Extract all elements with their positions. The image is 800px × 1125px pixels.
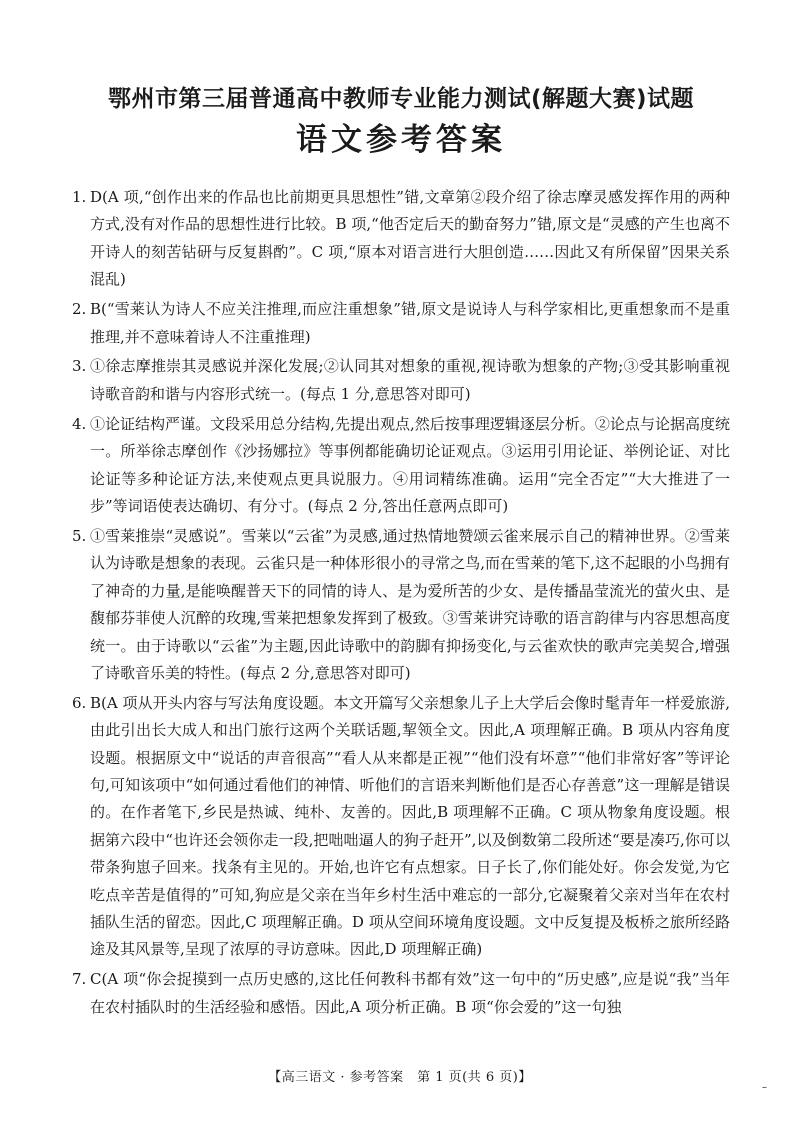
- answer-item-4: [72, 411, 730, 521]
- answer-text: B(A 项从开头内容与写法角度设题。本文开篇写父亲想象儿子上大学后会像时髦青年一样爱旅游,由此引出长大成人和出门旅行这两个关联话题,挈领全文。因此,A 项理解正确。B 项从内容角度设题。根据原文中“说话的声音很高”“看人从来都是正视”“他们没有坏意”“他们非常好客”等评论句,可知该项中“如何通过看他们的神情、听他们的言语来判断他们是否心存善意”这一理解是错误的。在作者笔下,乡民是热诚、纯朴、友善的。因此,B 项理解不正确。C 项从物象角度设题。根据第六段中“也许还会领你走一段,把咄咄逼人的狗子赶开”,以及倒数第二段所述“要是凑巧,你可以带条狗崽子回来。找条有主见的。开始,也许它有点想家。日子长了,你们能处好。你会发觉,为它吃点辛苦是值得的”可知,狗应是父亲在当年乡村生活中难忘的一部分,它凝聚着父亲对当年在农村插队生活的留恋。因此,C 项理解正确。D 项从空间环境角度设题。文中反复提及板桥之旅所经路途及其风景等,呈现了浓厚的寻访意味。因此,D 项理解正确): [90, 693, 730, 959]
- answer-item-3: [72, 353, 730, 408]
- answer-number: 5.: [72, 526, 87, 545]
- answer-text: B(“雪莱认为诗人不应关注推理,而应注重想象”错,原文是说诗人与科学家相比,更重想象而不是重推理,并不意味着诗人不注重推理): [90, 300, 730, 346]
- answer-text: D(A 项,“创作出来的作品也比前期更具思想性”错,文章第②段介绍了徐志摩灵感发挥作用的两种方式,没有对作品的思想性进行比较。B 项,“他否定后天的勤奋努力”错,原文是“灵感的产生也离不开诗人的刻苦钻研与反复斟酌”。C 项,“原本对语言进行大胆创造……因此又有所保留”因果关系混乱): [90, 188, 730, 289]
- answer-item-7: [72, 966, 730, 1021]
- answer-text: C(A 项“你会捉摸到一点历史感的,这比任何教科书都有效”这一句中的“历史感”,应是说“我”当年在农村插队时的生活经验和感悟。因此,A 项分析正确。B 项“你会爱的”这一句独: [90, 970, 730, 1016]
- exam-title: 鄂州市第三届普通高中教师专业能力测试(解题大赛)试题: [107, 86, 695, 112]
- answer-text: ①雪莱推崇“灵感说”。雪莱以“云雀”为灵感,通过热情地赞颂云雀来展示自己的精神世界。②雪莱认为诗歌是想象的表现。云雀只是一种体形很小的寻常之鸟,而在雪莱的笔下,这不起眼的小鸟拥有了神奇的力量,是能唤醒普天下的同情的诗人、是为爱所苦的少女、是传播晶莹流光的萤火虫、是馥郁芬菲使人沉醉的玫瑰,雪莱把想象发挥到了极致。③雪莱讲究诗歌的语言韵律与内容思想高度统一。由于诗歌以“云雀”为主题,因此诗歌中的韵脚有抑扬变化,与云雀欢快的歌声完美契合,增强了诗歌音乐美的特性。(每点 2 分,意思答对即可): [90, 526, 730, 682]
- corner-mark: –: [762, 1082, 767, 1093]
- answer-item-2: [72, 296, 730, 351]
- answer-list: [72, 184, 730, 1021]
- answer-text: ①徐志摩推崇其灵感说并深化发展;②认同其对想象的重视,视诗歌为想象的产物;③受其影响重视诗歌音韵和谐与内容形式统一。(每点 1 分,意思答对即可): [90, 357, 730, 403]
- page-footer: 【高三语文 · 参考答案 第 1 页(共 6 页)】: [268, 1070, 532, 1085]
- answer-number: 4.: [72, 414, 87, 433]
- answer-text: ①论证结构严谨。文段采用总分结构,先提出观点,然后按事理逻辑逐层分析。②论点与论据高度统一。所举徐志摩创作《沙扬娜拉》等事例都能确切论证观点。③运用引用论证、举例论证、对比论证等多种论证方法,来使观点更具说服力。④用词精练准确。运用“完全否定”“大大推进了一步”等词语使表达确切、有分寸。(每点 2 分,答出任意两点即可): [90, 414, 730, 515]
- answer-item-5: [72, 523, 730, 687]
- answer-item-6: [72, 690, 730, 964]
- answer-number: 3.: [72, 357, 87, 376]
- answer-number: 7.: [72, 970, 87, 989]
- answer-number: 6.: [72, 693, 87, 712]
- answer-number: 1.: [72, 188, 87, 206]
- answer-number: 2.: [72, 300, 87, 319]
- answer-key-title: 语文参考答案: [296, 122, 506, 158]
- answer-item-1: [72, 184, 730, 294]
